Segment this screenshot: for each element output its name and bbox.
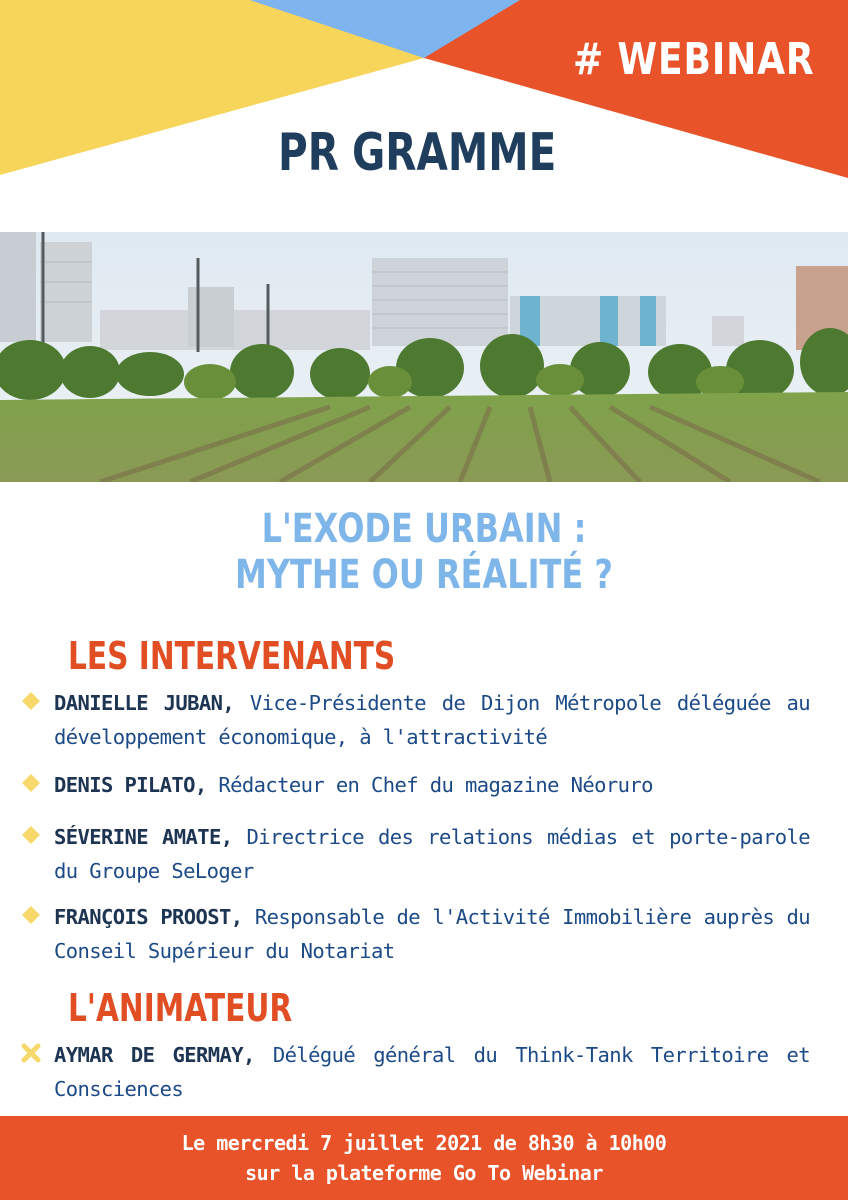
host-separator: , [243, 1043, 255, 1067]
logo-text-right: GRAMME [352, 123, 557, 183]
speaker-text [54, 820, 810, 888]
host-item [20, 1038, 810, 1106]
speaker-role: Rédacteur en Chef du magazine Néoruro [206, 773, 653, 797]
speaker-text [54, 768, 810, 802]
speaker-role: Vice-Présidente de Dijon Métropole déléguée au développement économique, à l'attractivité [54, 691, 810, 749]
diamond-bullet-icon [20, 690, 42, 712]
speaker-text [54, 686, 810, 754]
speaker-role: Responsable de l'Activité Immobilière auprès du Conseil Supérieur du Notariat [54, 905, 810, 963]
speaker-separator: , [230, 905, 243, 929]
footer-platform: sur la plateforme Go To Webinar [245, 1161, 603, 1185]
speaker-item [20, 820, 810, 888]
diamond-bullet-icon [20, 824, 42, 846]
host-text [54, 1038, 810, 1106]
cross-bullet-icon [20, 1042, 42, 1064]
logo-text-left: PR [278, 123, 339, 183]
diamond-bullet-icon [20, 772, 42, 794]
speaker-name: DANIELLE JUBAN [54, 691, 223, 715]
speaker-item [20, 686, 810, 754]
host-role: Délégué général du Think-Tank Territoire et Consciences [54, 1043, 810, 1101]
webinar-tag: # WEBINAR [572, 34, 814, 85]
urban-farmland-photo [0, 232, 848, 482]
speaker-text [54, 900, 810, 968]
speaker-name: SÉVERINE AMATE [54, 825, 221, 849]
title-line-1: L'EXODE URBAIN : [261, 506, 587, 552]
diamond-bullet-icon [20, 904, 42, 926]
footer-date: Le mercredi 7 juillet 2021 de 8h30 à 10h00 [181, 1131, 667, 1155]
speaker-separator: , [220, 825, 233, 849]
host-heading: L'ANIMATEUR [68, 986, 293, 1030]
speaker-separator: , [222, 691, 235, 715]
speaker-name: FRANÇOIS PROOST [54, 905, 231, 929]
speaker-separator: , [194, 773, 207, 797]
host-name: AYMAR DE GERMAY [54, 1043, 243, 1067]
speaker-item [20, 900, 810, 968]
speaker-role: Directrice des relations médias et porte-parole du Groupe SeLoger [54, 825, 811, 883]
photo-scene [0, 232, 848, 482]
speakers-heading: LES INTERVENANTS [68, 634, 396, 678]
webinar-title [0, 506, 848, 598]
event-footer [0, 1116, 848, 1200]
speaker-name: DENIS PILATO [54, 773, 195, 797]
programme-logo [278, 120, 598, 186]
title-line-2: MYTHE OU RÉALITÉ ? [235, 552, 613, 598]
speaker-item [20, 768, 810, 802]
